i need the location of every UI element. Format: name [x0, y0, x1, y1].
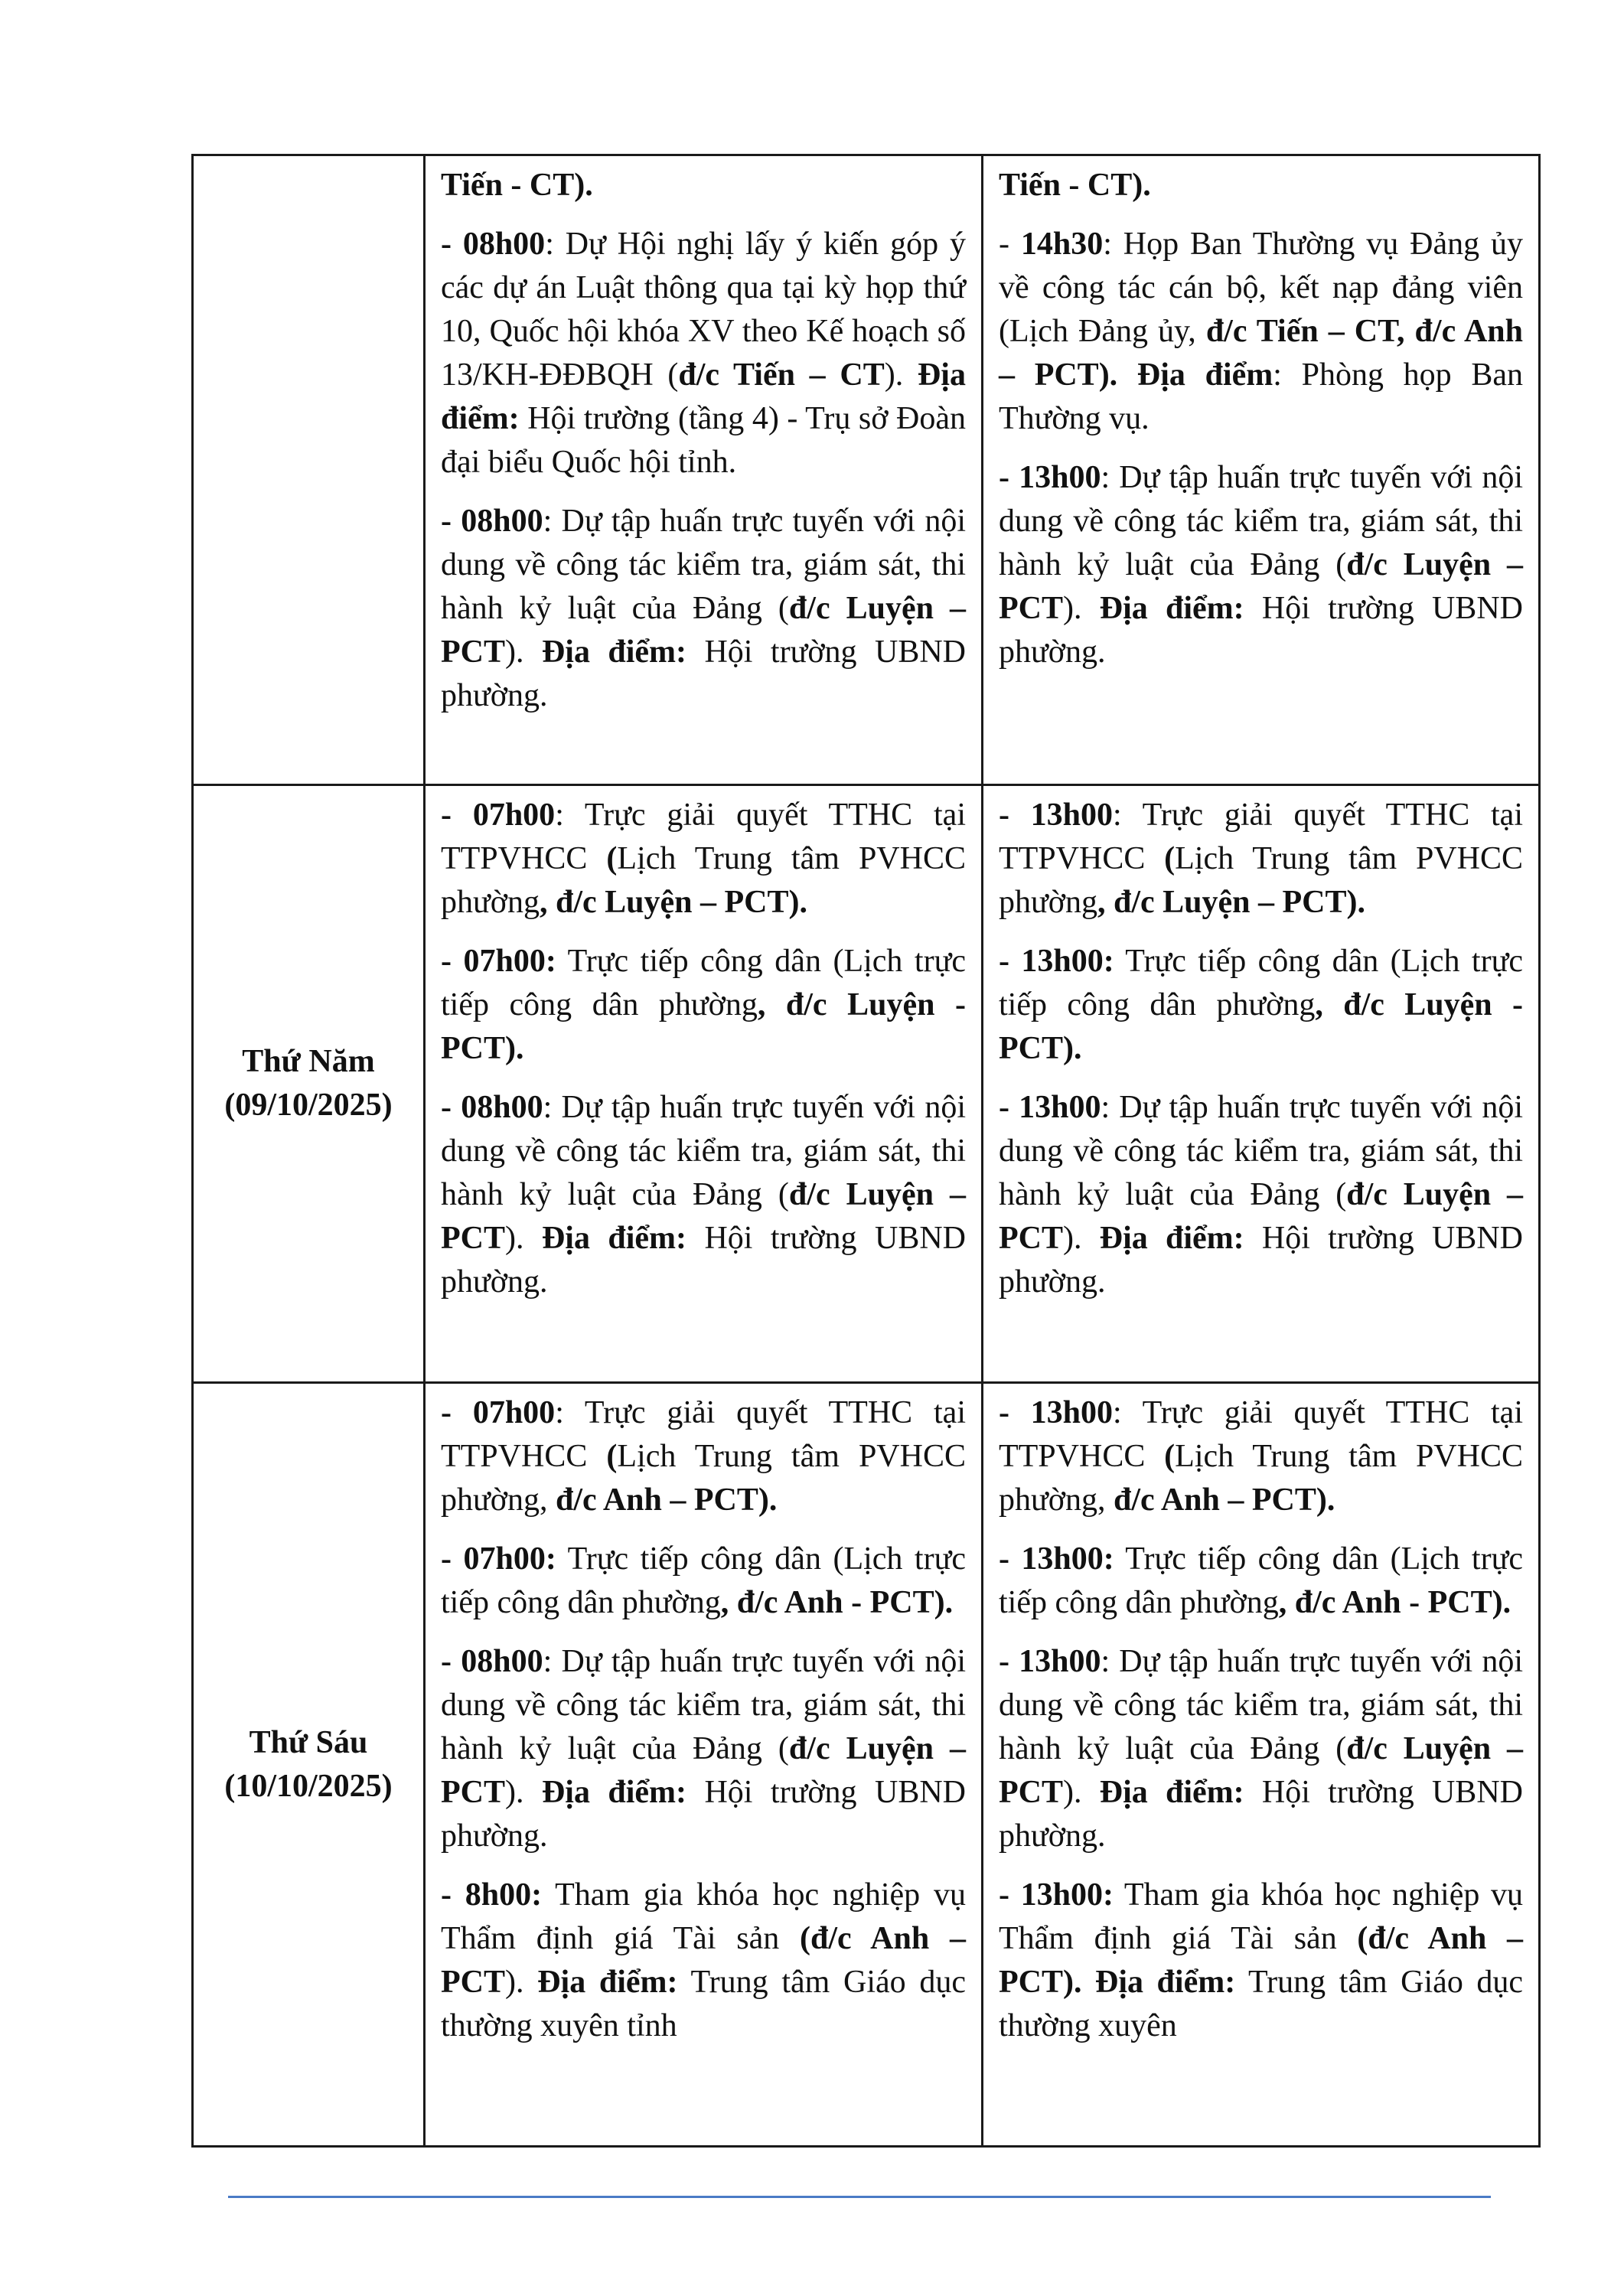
entry-bold-text: đ/c Luyện – PCT — [999, 1177, 1523, 1256]
day-cell — [193, 1383, 425, 2147]
entry-text: Lịch Trung tâm PVHCC phường, — [441, 1439, 966, 1518]
entry-text: Hội trường UBND phường. — [999, 1221, 1523, 1300]
entry-text: Hội trường UBND phường. — [999, 1775, 1523, 1854]
entry-bold-text: , đ/c Anh - PCT). — [1278, 1585, 1511, 1620]
entry-bold-text: - 13h00: — [999, 1541, 1114, 1577]
entry-text: Trực tiếp công dân (Lịch trực tiếp công dân phường — [441, 944, 966, 1022]
entry-bold-text: - 13h00: — [999, 1877, 1114, 1913]
entry-text: : Dự Hội nghị lấy ý kiến góp ý các dự án Luật thông qua tại kỳ họp thứ 10, Quốc hội khóa XV theo Kế hoạch số 13/KH-ĐĐBQH ( — [441, 227, 966, 393]
schedule-entry — [999, 164, 1523, 207]
entry-bold-text: - 13h00 — [999, 1644, 1101, 1679]
schedule-entry — [999, 223, 1523, 441]
schedule-row — [193, 785, 1540, 1383]
schedule-entry — [441, 1086, 966, 1304]
morning-cell — [425, 785, 983, 1383]
schedule-entry — [999, 1874, 1523, 2048]
entry-bold-text: - 07h00 — [441, 797, 556, 833]
schedule-row — [193, 155, 1540, 785]
schedule-entry — [441, 940, 966, 1071]
entry-text: : Trực giải quyết TTHC tại TTPVHCC — [999, 797, 1523, 876]
entry-bold-text: ( — [1164, 1439, 1176, 1474]
entry-bold-text: Địa điểm: — [541, 634, 687, 670]
entry-text: : Dự tập huấn trực tuyến với nội dung về công tác kiểm tra, giám sát, thi hành kỷ luật của Đảng ( — [999, 1090, 1523, 1212]
entry-bold-text: 14h30 — [1020, 227, 1104, 262]
entry-text: : Dự tập huấn trực tuyến với nội dung về công tác kiểm tra, giám sát, thi hành kỷ luật của Đảng ( — [441, 1090, 966, 1212]
entry-bold-text: - 13h00 — [999, 1090, 1101, 1125]
entry-bold-text: đ/c Luyện – PCT — [441, 591, 966, 670]
entry-bold-text: Địa điểm: — [1099, 591, 1244, 626]
entry-text: : Trực giải quyết TTHC tại TTPVHCC — [441, 1395, 966, 1474]
entry-bold-text: đ/c Anh – PCT). — [1113, 1482, 1335, 1518]
entry-bold-text: Địa điểm: — [1099, 1775, 1244, 1810]
entry-text: Trực tiếp công dân (Lịch trực tiếp công dân phường — [999, 1541, 1523, 1620]
day-name: Thứ Năm — [242, 1044, 375, 1079]
entry-bold-text: , đ/c Anh - PCT). — [720, 1585, 954, 1620]
entry-bold-text: - 8h00: — [441, 1877, 543, 1913]
entry-bold-text: Địa điểm: — [541, 1221, 687, 1256]
entry-text: ). — [884, 357, 918, 393]
schedule-entry — [441, 794, 966, 925]
entry-bold-text: , đ/c Luyện – PCT). — [1097, 885, 1366, 920]
entry-text: Lịch Trung tâm PVHCC phường — [999, 841, 1523, 920]
schedule-entry — [999, 456, 1523, 674]
entry-text: Trực tiếp công dân (Lịch trực tiếp công dân phường — [441, 1541, 966, 1620]
entry-bold-text: (đ/c Anh – PCT — [441, 1921, 966, 2000]
entry-bold-text: Địa điểm: — [441, 357, 966, 436]
entry-bold-text: đ/c Luyện – PCT — [999, 1731, 1523, 1810]
entry-bold-text: - 13h00 — [999, 797, 1114, 833]
entry-text: ). — [1063, 1221, 1100, 1256]
schedule-entry — [999, 1086, 1523, 1304]
entry-bold-text: ( — [1164, 841, 1176, 876]
entry-text: : Dự tập huấn trực tuyến với nội dung về công tác kiểm tra, giám sát, thi hành kỷ luật của Đảng ( — [441, 504, 966, 626]
entry-bold-text: , đ/c Luyện – PCT). — [539, 885, 808, 920]
entry-text: ). — [1063, 1775, 1100, 1810]
entry-text: : Phòng họp Ban Thường vụ. — [999, 357, 1523, 436]
schedule-entry — [999, 940, 1523, 1071]
entry-bold-text: đ/c Luyện – PCT — [441, 1177, 966, 1256]
day-date: (09/10/2025) — [224, 1088, 393, 1123]
entry-bold-text: ( — [606, 841, 618, 876]
entry-bold-text: đ/c Anh – PCT). — [555, 1482, 778, 1518]
entry-bold-text: Địa điểm: — [537, 1965, 678, 2000]
schedule-entry — [999, 1538, 1523, 1625]
schedule-entry — [441, 164, 966, 207]
entry-bold-text: Địa điểm: — [541, 1775, 687, 1810]
schedule-entry — [441, 1538, 966, 1625]
entry-bold-text: - 13h00: — [999, 944, 1114, 979]
entry-text: ). — [1063, 591, 1100, 626]
entry-bold-text: Tiến - CT). — [999, 168, 1151, 203]
day-cell — [193, 155, 425, 785]
schedule-entry — [441, 1874, 966, 2048]
entry-text: Trung tâm Giáo dục thường xuyên — [999, 1965, 1523, 2043]
entry-text: Hội trường (tầng 4) - Trụ sở Đoàn đại biểu Quốc hội tỉnh. — [441, 401, 966, 480]
entry-bold-text: - 08h00 — [441, 227, 546, 262]
schedule-row — [193, 1383, 1540, 2147]
footer-divider — [228, 2196, 1491, 2198]
day-name: Thứ Sáu — [249, 1724, 368, 1760]
entry-bold-text: - 07h00: — [441, 1541, 556, 1577]
entry-text: Trực tiếp công dân (Lịch trực tiếp công dân phường — [999, 944, 1523, 1022]
afternoon-cell — [983, 785, 1540, 1383]
entry-text: Trung tâm Giáo dục thường xuyên tỉnh — [441, 1965, 966, 2043]
entry-bold-text: - 08h00 — [441, 504, 543, 539]
schedule-entry — [999, 1391, 1523, 1522]
morning-cell — [425, 1383, 983, 2147]
schedule-entry — [441, 1640, 966, 1858]
schedule-table — [191, 154, 1541, 2148]
entry-text: Hội trường UBND phường. — [999, 591, 1523, 670]
entry-text: : Họp Ban Thường vụ Đảng ủy về công tác cán bộ, kết nạp đảng viên (Lịch Đảng ủy, — [999, 227, 1523, 349]
entry-bold-text: - 07h00: — [441, 944, 556, 979]
entry-text: Hội trường UBND phường. — [441, 634, 966, 713]
entry-text: : Dự tập huấn trực tuyến với nội dung về công tác kiểm tra, giám sát, thi hành kỷ luật của Đảng ( — [999, 1644, 1523, 1766]
entry-bold-text: - 08h00 — [441, 1644, 543, 1679]
entry-bold-text: ( — [606, 1439, 618, 1474]
schedule-entry — [441, 1391, 966, 1522]
entry-text: - — [999, 227, 1021, 262]
entry-bold-text: - 13h00 — [999, 1395, 1114, 1430]
entry-bold-text: (đ/c Anh – PCT). Địa điểm: — [999, 1921, 1524, 2000]
afternoon-cell — [983, 1383, 1540, 2147]
entry-text: ). — [505, 1221, 542, 1256]
entry-bold-text: , đ/c Luyện - PCT). — [441, 987, 966, 1066]
entry-text: : Trực giải quyết TTHC tại TTPVHCC — [999, 1395, 1523, 1474]
entry-bold-text: đ/c Luyện – PCT — [999, 547, 1523, 626]
entry-bold-text: đ/c Tiến – CT — [678, 357, 885, 393]
entry-text: : Dự tập huấn trực tuyến với nội dung về công tác kiểm tra, giám sát, thi hành kỷ luật của Đảng ( — [441, 1644, 966, 1766]
entry-text: ). — [505, 634, 542, 670]
entry-bold-text: - 07h00 — [441, 1395, 556, 1430]
entry-text: Hội trường UBND phường. — [441, 1775, 966, 1854]
entry-text: ). — [505, 1775, 542, 1810]
entry-text: Lịch Trung tâm PVHCC phường — [441, 841, 966, 920]
entry-text: Lịch Trung tâm PVHCC phường, — [999, 1439, 1523, 1518]
entry-text: Hội trường UBND phường. — [441, 1221, 966, 1300]
afternoon-cell — [983, 155, 1540, 785]
entry-bold-text: - 13h00 — [999, 460, 1101, 495]
entry-bold-text: đ/c Tiến – CT, đ/c Anh – PCT). Địa điểm — [999, 314, 1523, 393]
day-cell — [193, 785, 425, 1383]
schedule-entry — [441, 500, 966, 718]
entry-text: Tham gia khóa học nghiệp vụ Thẩm định giá Tài sản — [999, 1877, 1523, 1956]
entry-text: : Dự tập huấn trực tuyến với nội dung về công tác kiểm tra, giám sát, thi hành kỷ luật của Đảng ( — [999, 460, 1523, 582]
schedule-entry — [999, 794, 1523, 925]
day-date: (10/10/2025) — [224, 1768, 393, 1804]
morning-cell — [425, 155, 983, 785]
entry-text: : Trực giải quyết TTHC tại TTPVHCC — [441, 797, 966, 876]
entry-text: Tham gia khóa học nghiệp vụ Thẩm định giá Tài sản — [441, 1877, 966, 1956]
entry-bold-text: - 08h00 — [441, 1090, 543, 1125]
schedule-entry — [441, 223, 966, 484]
entry-bold-text: Tiến - CT). — [441, 168, 593, 203]
entry-bold-text: , đ/c Luyện - PCT). — [999, 987, 1523, 1066]
entry-text: ). — [505, 1965, 538, 2000]
schedule-entry — [999, 1640, 1523, 1858]
entry-bold-text: đ/c Luyện – PCT — [441, 1731, 966, 1810]
entry-bold-text: Địa điểm: — [1099, 1221, 1244, 1256]
